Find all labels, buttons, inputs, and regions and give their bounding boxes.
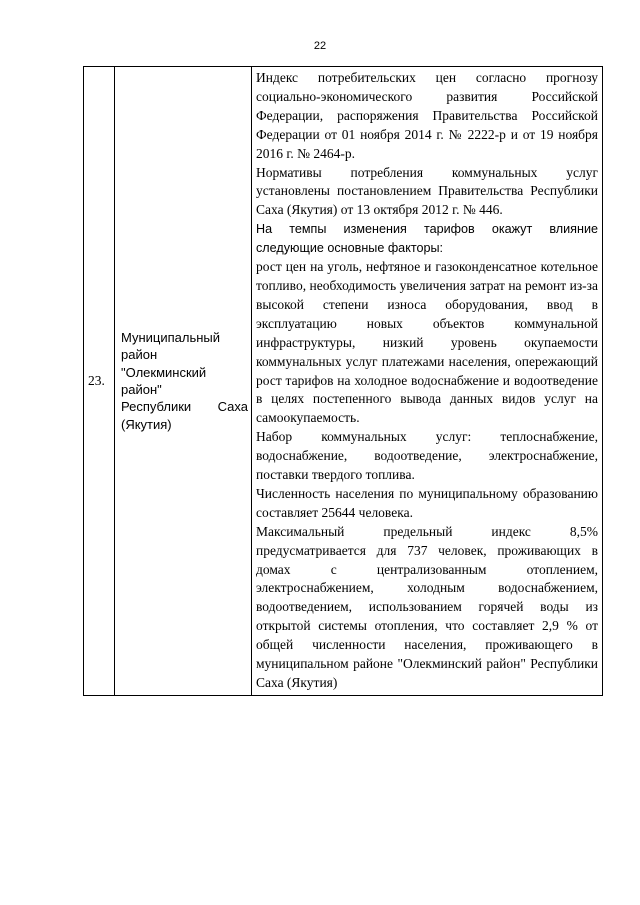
factors-paragraph: рост цен на уголь, нефтяное и газоконденсатное котельное топливо, необходимость увеличения затрат на ремонт из-за высокой степени износа оборудования, ввод в эксплуатацию новых объектов коммунальной инфраструктуры, низкий уровень окупаемости коммунальных услуг платежами населения, опережающий рост тарифов на холодное водоснабжение и водоотведение в целях постепенного вывода данных видов услуг на самоокупаемость. (256, 259, 598, 426)
page-number: 22 (313, 40, 327, 52)
max-index-paragraph: Максимальный предельный индекс 8,5% предусматривается для 737 человек, проживающих в домах с централизованным отоплением, электроснабжением, холодным водоснабжением, водоотведением, использованием горячей воды из открытой системы отопления, что составляет 2,9 % от общей численности населения, проживающего в муниципальном районе "Олекминский район" Республики Саха (Якутия) (256, 523, 598, 690)
region-line: (Якутия) (121, 416, 172, 432)
region-line: "Олекминский (121, 364, 207, 380)
row-number-cell (84, 67, 115, 696)
description-text (252, 67, 602, 695)
region-line: Республики Саха (121, 399, 248, 415)
region-line: район (121, 347, 158, 363)
factors-intro-paragraph: На темпы изменения тарифов окажут влияние следующие основные факторы: (256, 222, 598, 256)
table-row (84, 67, 603, 696)
region-cell (115, 67, 252, 696)
region-name (115, 329, 251, 433)
region-line: Муниципальный (121, 329, 221, 345)
services-paragraph: Набор коммунальных услуг: теплоснабжение, водоснабжение, водоотведение, электроснабжение, поставки твердого топлива. (256, 429, 598, 483)
row-number: 23. (88, 372, 105, 388)
tariff-table (83, 66, 603, 696)
cpi-paragraph: Индекс потребительских цен согласно прогнозу социально-экономического развития Российской Федерации, распоряжения Правительства Российской Федерации от 01 ноября 2014 г. № 2222-р и от 19 ноября 2016 г. № 2464-р. (256, 70, 598, 161)
region-line: район" (121, 381, 162, 397)
population-paragraph: Численность населения по муниципальному образованию составляет 25644 человека. (256, 485, 598, 520)
norms-paragraph: Нормативы потребления коммунальных услуг установлены постановлением Правительства Республики Саха (Якутия) от 13 октября 2012 г. № 446. (256, 164, 598, 218)
description-cell (252, 67, 603, 696)
